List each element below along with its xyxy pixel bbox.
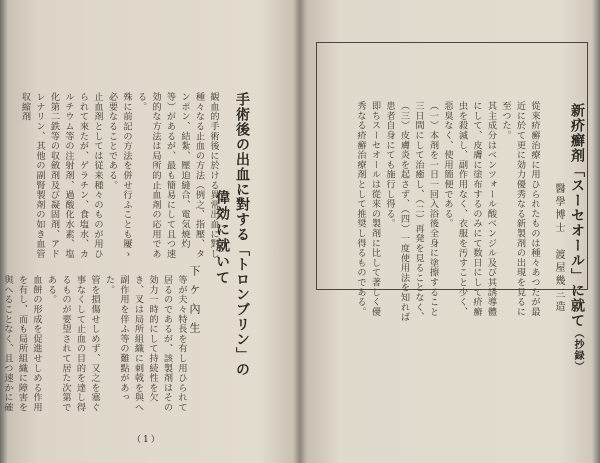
paragraph: 管を損傷せしめず、又之を塞ぐ事なくして止血の目的を達し得るものが要望されて居た次第である。 [45, 275, 100, 413]
paragraph: 等が夫々特長を有し用ひられて居るのであるが、該製剤はその効力一時的にして持続性を欠き、叉は局所組織に刺戟を與へ副作用を伴ふ等の難點があった。 [103, 275, 187, 413]
article-author: 下ケ內生 [188, 265, 201, 341]
paragraph: 即ちスーセオールは從来の製剤に比して著しく優秀なる疥癬治療剤として推奨し得るものである。 [355, 101, 381, 317]
page-number: （1） [132, 435, 162, 445]
paragraph: （一）本剤を一日一回入浴後全身に塗擦すること三日間にして治癒し、（二）再発を見ることなく、（三）皮膚炎を起さず、（四）一度使用法を知れば患者自身にても施行し得る。 [384, 101, 439, 322]
article-title: 手術後の出血に對する「トロンブリン」の [234, 92, 250, 377]
left-page [0, 0, 298, 463]
right-page [302, 0, 600, 463]
paragraph: 血餅の形成を促進せしめる作用を有し、而も局所組織に障害を與へることなく、且つ速かに確 [2, 275, 42, 413]
paragraph: 殊に前記の方法を併せ行ふことも屢ゝ必要なることである。 [106, 92, 132, 259]
article-subtitle: 偉効に就いて [214, 190, 230, 286]
article-body-top [19, 92, 220, 262]
paragraph: 其主成分はベンツォール酸ベンジル及び其誘導體にして、皮膚に塗布するのみにて数日にして疥癬虫を殺滅し、副作用なく、衣服を汚すこと少く、惡臭なく、使用簡便である。 [442, 101, 497, 317]
paragraph: 從來疥癬治療に用ひられたものは種々あつたが最近に於て更に効力優秀なる新製剤の出現を見るに至つた。 [500, 101, 540, 317]
paragraph: 止血剤としては従来種々のものが用ひられて來たが、ゲラチン、食塩水、カルチウム等の注射剤、過酸化水素、塩化第二鉄等の収斂剤及び凝固剤、アドレナリン、其他の副腎製剤の如き血管収縮剤 [19, 92, 103, 259]
paragraph: 観血的手術後に於ける異常出血に對し種々なる止血の方法（例之、指壓、タンポン、結紮、壓迫縫合、電気焼灼等）があるが、最も簡易にして且つ速効的な方法は局所的止血剤の応用である。 [135, 92, 219, 259]
abstract-title-text: 新疥癬剤「スーセオール」に就て [569, 103, 585, 328]
abstract-body [345, 101, 541, 323]
article-body-bottom [2, 275, 188, 420]
abstract-author: 醫學博士 渡屋幾三造 [553, 183, 564, 314]
abstract-title-note: （抄録） [572, 328, 583, 372]
abstract-frame [316, 42, 588, 372]
abstract-title [567, 103, 587, 372]
